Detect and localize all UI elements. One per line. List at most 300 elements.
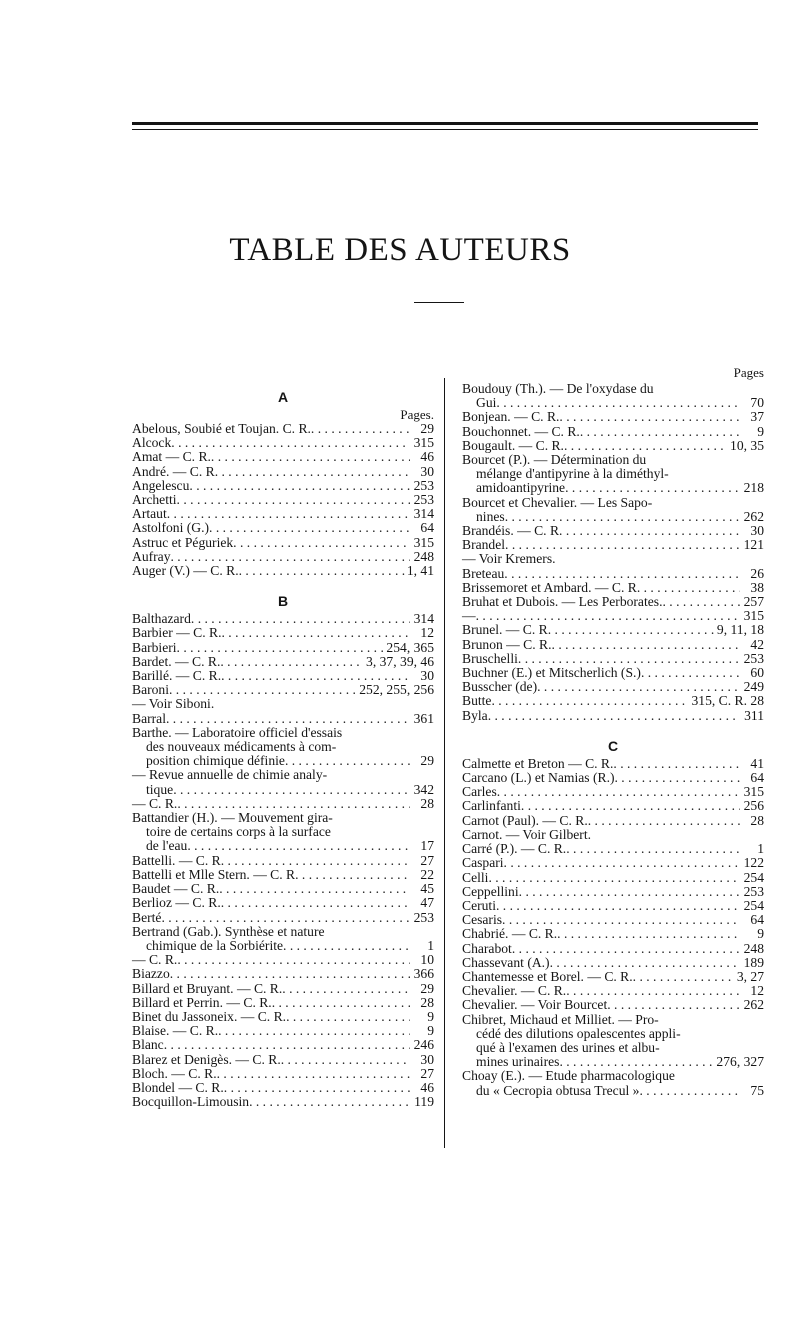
dot-leader	[170, 967, 410, 981]
dot-leader	[177, 641, 385, 655]
index-entry	[462, 552, 764, 566]
index-entry	[462, 927, 764, 941]
index-entry	[462, 871, 764, 885]
entry-line	[462, 623, 764, 637]
dot-leader	[249, 1095, 410, 1109]
dot-leader	[189, 479, 410, 493]
index-entry	[462, 410, 764, 424]
index-entry	[462, 496, 764, 524]
dot-leader	[218, 1024, 410, 1038]
entry-line	[132, 882, 434, 896]
entry-line	[462, 638, 764, 652]
page-number: 119	[414, 1094, 434, 1110]
index-entry	[132, 683, 434, 697]
dot-leader	[637, 581, 740, 595]
entry-text: — Revue annuelle de chimie analy-	[132, 767, 328, 783]
page-number: 315	[413, 435, 434, 451]
dot-leader	[219, 882, 410, 896]
dot-leader	[588, 814, 740, 828]
entry-line	[132, 465, 434, 479]
page-number: 248	[413, 548, 434, 564]
dot-leader	[169, 683, 357, 697]
index-entry	[462, 680, 764, 694]
page-number: 75	[750, 1082, 764, 1098]
entry-line	[132, 953, 434, 967]
entry-line	[132, 493, 434, 507]
entry-line	[132, 521, 434, 535]
index-entry	[462, 453, 764, 496]
dot-leader	[504, 856, 740, 870]
index-entry	[132, 626, 434, 640]
page-number: 256	[743, 798, 764, 814]
entry-text: tique	[146, 781, 174, 797]
entry-text: cédé des dilutions opalescentes appli-	[476, 1025, 681, 1041]
entry-line	[462, 439, 764, 453]
page-number: 64	[750, 770, 764, 786]
dot-leader	[215, 465, 410, 479]
page-number: 41	[750, 755, 764, 771]
left-column	[132, 390, 434, 1109]
pages-label: Pages	[733, 365, 764, 380]
entry-text: Bocquillon-Limousin	[132, 1094, 250, 1110]
dot-leader	[548, 623, 715, 637]
page-number: 64	[420, 520, 434, 536]
entry-line	[462, 652, 764, 666]
entry-text: mines urinaires	[476, 1054, 560, 1070]
entry-text: Bruhat et Dubois. — Les Perborates.	[462, 594, 663, 610]
dot-leader	[177, 953, 410, 967]
index-entry	[132, 967, 434, 981]
entry-text: Blaise. — C. R.	[132, 1023, 219, 1039]
entry-text: Brunel. — C. R	[462, 622, 548, 638]
entry-line	[462, 1069, 764, 1083]
entry-text: Carnot. — Voir Gilbert.	[462, 826, 592, 842]
section-spacer	[462, 723, 764, 739]
index-entry	[132, 911, 434, 925]
page-number: 30	[420, 463, 434, 479]
entry-text: Celli	[462, 869, 489, 885]
index-entry	[132, 564, 434, 578]
index-entry	[132, 982, 434, 996]
entry-text: Battandier (H.). — Mouvement gira-	[132, 810, 333, 826]
page-number: 254	[743, 869, 764, 885]
entry-line	[132, 868, 434, 882]
entry-text: Boudouy (Th.). — De l'oxydase du	[462, 381, 654, 396]
entry-text: Biazzo	[132, 966, 170, 982]
dot-leader	[286, 1010, 410, 1024]
entry-line	[462, 1013, 764, 1027]
index-entry	[462, 524, 764, 538]
dot-leader	[615, 771, 741, 785]
entry-text: Binet du Jassoneix. — C. R.	[132, 1008, 287, 1024]
dot-leader	[171, 550, 411, 564]
dot-leader	[518, 652, 740, 666]
entry-line	[462, 942, 764, 956]
page-number: 30	[420, 1051, 434, 1067]
entry-text: Battelli. — C. R	[132, 852, 221, 868]
entry-text: Aufray	[132, 548, 171, 564]
entry-line	[132, 797, 434, 811]
entry-line	[462, 757, 764, 771]
entry-text: Blondel — C. R.	[132, 1079, 224, 1095]
index-entry	[462, 814, 764, 828]
page-number: 262	[743, 997, 764, 1013]
entry-line	[462, 871, 764, 885]
page-number: 249	[743, 679, 764, 695]
entry-text: Carles	[462, 784, 497, 800]
entry-line	[132, 726, 434, 740]
entry-line	[132, 1038, 434, 1052]
entry-text: Gui	[476, 395, 497, 411]
entry-text: Bougault. — C. R.	[462, 437, 564, 453]
index-entry	[462, 666, 764, 680]
entry-line	[462, 785, 764, 799]
index-entry	[462, 799, 764, 813]
entry-line	[132, 712, 434, 726]
page-number: 314	[413, 506, 434, 522]
header-rule-thick	[132, 122, 758, 125]
page-title: TABLE DES AUTEURS	[229, 232, 571, 268]
entry-text: des nouveaux médicaments à com-	[146, 739, 337, 755]
dot-leader	[521, 799, 740, 813]
entry-text: Barral	[132, 710, 166, 726]
entry-text: Cesaris	[462, 912, 503, 928]
dot-leader	[488, 871, 740, 885]
index-entry	[462, 652, 764, 666]
entry-text: Byla	[462, 707, 488, 723]
entry-line	[462, 984, 764, 998]
entry-line	[132, 1095, 434, 1109]
index-entry	[462, 595, 764, 609]
page-number: 47	[420, 895, 434, 911]
dot-leader	[552, 638, 740, 652]
entry-text: Baroni	[132, 682, 169, 698]
entry-line	[462, 524, 764, 538]
dot-leader	[607, 998, 740, 1012]
index-entry	[132, 436, 434, 450]
index-entry	[132, 479, 434, 493]
index-entry	[132, 641, 434, 655]
entry-line	[132, 612, 434, 626]
index-entry	[132, 536, 434, 550]
index-entry	[462, 842, 764, 856]
entry-text: Angelescu	[132, 477, 190, 493]
entry-text: Choay (E.). — Etude pharmacologique	[462, 1068, 675, 1084]
index-entry	[462, 970, 764, 984]
index-entry	[132, 768, 434, 796]
entry-text: Carlinfanti	[462, 798, 521, 814]
index-entry	[132, 493, 434, 507]
index-entry	[462, 856, 764, 870]
page-number: 253	[743, 883, 764, 899]
entry-line	[462, 453, 764, 467]
dot-leader	[662, 595, 740, 609]
entry-line	[132, 967, 434, 981]
entry-line	[462, 410, 764, 424]
index-entry	[132, 422, 434, 436]
dot-leader	[557, 927, 740, 941]
entry-line	[132, 811, 434, 825]
entry-text: Berté	[132, 909, 162, 925]
page-number: 253	[413, 477, 434, 493]
page-number: 70	[750, 395, 764, 411]
entry-text: Chibret, Michaud et Milliet. — Pro-	[462, 1011, 659, 1027]
dot-leader	[217, 1067, 410, 1081]
entry-line	[132, 669, 434, 683]
entry-text: Bourcet (P.). — Détermination du	[462, 452, 647, 468]
entry-text: Brandéis. — C. R	[462, 523, 560, 539]
index-entry	[132, 882, 434, 896]
dot-leader	[221, 626, 410, 640]
index-entry	[132, 896, 434, 910]
page-number: 315, C. R. 28	[691, 693, 764, 709]
page-number: 218	[743, 480, 764, 496]
entry-line	[462, 885, 764, 899]
dot-leader	[167, 507, 410, 521]
index-entry	[132, 550, 434, 564]
entry-line	[462, 970, 764, 984]
index-entry	[462, 1069, 764, 1097]
entry-text: Butte	[462, 693, 492, 709]
entry-text: Astolfoni (G.)	[132, 520, 210, 536]
dot-leader	[171, 436, 410, 450]
dot-leader	[295, 868, 410, 882]
section-letter: C	[607, 737, 619, 754]
index-entry	[462, 1013, 764, 1070]
dot-leader	[166, 712, 410, 726]
entry-line	[132, 507, 434, 521]
entry-line	[132, 996, 434, 1010]
dot-leader	[566, 984, 740, 998]
entry-line	[462, 666, 764, 680]
page-number: 27	[420, 1065, 434, 1081]
dot-leader	[281, 1053, 410, 1067]
dot-leader	[272, 996, 410, 1010]
entry-text: nines	[476, 508, 505, 524]
index-entry	[132, 797, 434, 811]
dot-leader	[177, 797, 410, 811]
entry-line	[132, 683, 434, 697]
index-entry	[132, 450, 434, 464]
entry-line	[132, 854, 434, 868]
index-entry	[462, 694, 764, 708]
page-number: 28	[750, 812, 764, 828]
page-number: 254, 365	[386, 639, 434, 655]
page-number: 64	[750, 912, 764, 928]
page-number: 45	[420, 881, 434, 897]
page-number: 248	[743, 940, 764, 956]
dot-leader	[161, 911, 410, 925]
entry-line	[462, 567, 764, 581]
index-entry	[132, 612, 434, 626]
entry-line	[462, 899, 764, 913]
dot-leader	[497, 785, 740, 799]
page-number: 121	[743, 537, 764, 553]
entry-line	[462, 496, 764, 510]
page-number: 28	[420, 994, 434, 1010]
page-number: 257	[743, 594, 764, 610]
index-entry	[462, 709, 764, 723]
entry-text: Auger (V.) — C. R.	[132, 563, 239, 579]
dot-leader	[191, 612, 410, 626]
entry-line	[462, 709, 764, 723]
dot-leader	[496, 899, 740, 913]
dot-leader	[311, 422, 410, 436]
entry-line	[462, 552, 764, 566]
index-entry	[462, 609, 764, 623]
page-number: 253	[413, 909, 434, 925]
page-number: 9	[757, 423, 764, 439]
header-rule-thin	[132, 129, 758, 130]
right-column	[462, 366, 764, 1098]
page-number: 46	[420, 1079, 434, 1095]
entry-text: Barthe. — Laboratoire officiel d'essais	[132, 724, 343, 740]
dot-leader	[224, 1081, 410, 1095]
entry-line	[462, 998, 764, 1012]
entry-text: Barillé. — C. R.	[132, 668, 222, 684]
index-entry	[462, 828, 764, 842]
index-entry	[462, 885, 764, 899]
dot-leader	[491, 694, 689, 708]
page-number: 246	[413, 1037, 434, 1053]
entry-line	[132, 436, 434, 450]
dot-leader	[519, 885, 740, 899]
entry-line	[462, 581, 764, 595]
entry-text: Archetti	[132, 492, 177, 508]
entry-text: Battelli et Mlle Stern. — C. R	[132, 866, 296, 882]
index-entry	[132, 655, 434, 669]
entry-line	[462, 609, 764, 623]
entry-text: Artaut	[132, 506, 167, 522]
entry-line	[132, 982, 434, 996]
entry-line	[462, 799, 764, 813]
page-number: 9	[757, 926, 764, 942]
entry-text: de l'eau	[146, 838, 188, 854]
entry-line	[132, 896, 434, 910]
entry-line	[132, 450, 434, 464]
dot-leader	[496, 396, 740, 410]
page-number: 38	[750, 579, 764, 595]
entry-line	[132, 1081, 434, 1095]
page-number: 366	[413, 966, 434, 982]
entry-text: Calmette et Breton — C. R.	[462, 755, 614, 771]
index-entry	[132, 1010, 434, 1024]
entry-line	[132, 754, 434, 768]
entry-text: Billard et Bruyant. — C. R.	[132, 980, 283, 996]
dot-leader	[239, 564, 405, 578]
page-number: 12	[750, 983, 764, 999]
page-number: 28	[420, 795, 434, 811]
entry-line	[462, 510, 764, 524]
entry-text: Billard et Perrin. — C. R.	[132, 994, 272, 1010]
entry-text: Chassevant (A.)	[462, 954, 550, 970]
entry-line	[462, 814, 764, 828]
dot-leader	[211, 450, 410, 464]
entry-text: — Voir Kremers.	[462, 551, 556, 567]
index-entry	[132, 669, 434, 683]
page-number: 3, 37, 39, 46	[366, 653, 434, 669]
entry-text: —	[462, 608, 476, 624]
entry-line	[462, 1027, 764, 1041]
entry-line	[132, 1010, 434, 1024]
page-number: 315	[743, 608, 764, 624]
entry-text: — C. R.	[132, 952, 178, 968]
entry-text: Berlioz — C. R.	[132, 895, 221, 911]
dot-leader	[502, 913, 740, 927]
index-entry	[462, 984, 764, 998]
entry-text: Blanc	[132, 1037, 164, 1053]
entry-line	[462, 1055, 764, 1069]
entry-line	[462, 481, 764, 495]
index-entry	[462, 942, 764, 956]
index-entry	[132, 854, 434, 868]
dot-leader	[221, 669, 410, 683]
dot-leader	[565, 481, 740, 495]
entry-line	[132, 564, 434, 578]
index-entry	[132, 953, 434, 967]
entry-text: position chimique définie	[146, 753, 285, 769]
dot-leader	[580, 425, 740, 439]
index-entry	[132, 1053, 434, 1067]
entry-text: Bonjean. — C. R.	[462, 409, 560, 425]
section-spacer	[132, 578, 434, 594]
entry-line	[132, 1053, 434, 1067]
entry-text: Bardet. — C. R.	[132, 653, 221, 669]
dot-leader	[283, 939, 410, 953]
entry-text: qué à l'examen des urines et albu-	[476, 1039, 660, 1055]
entry-line	[462, 828, 764, 842]
dot-leader	[282, 982, 410, 996]
page-number: 262	[743, 508, 764, 524]
page-number: 37	[750, 409, 764, 425]
entry-line	[132, 422, 434, 436]
dot-leader	[476, 609, 740, 623]
entry-text: Blarez et Denigès. — C. R.	[132, 1051, 281, 1067]
dot-leader	[187, 839, 410, 853]
entry-text: — C. R.	[132, 795, 178, 811]
index-entry	[132, 697, 434, 711]
entry-text: Charabot	[462, 940, 512, 956]
entry-line	[132, 1067, 434, 1081]
entry-text: Carnot (Paul). — C. R.	[462, 812, 588, 828]
dot-leader	[550, 956, 740, 970]
entry-text: Chevalier. — C. R.	[462, 983, 567, 999]
dot-leader	[559, 1055, 714, 1069]
entry-text: Chabrié. — C. R.	[462, 926, 558, 942]
page-number: 342	[413, 781, 434, 797]
entry-line	[462, 694, 764, 708]
page-number: 27	[420, 852, 434, 868]
page-number: 314	[413, 611, 434, 627]
page-number: 22	[420, 866, 434, 882]
entry-text: Buchner (E.) et Mitscherlich (S.)	[462, 665, 641, 681]
dot-leader	[639, 1084, 740, 1098]
dot-leader	[164, 1038, 410, 1052]
entry-text: Caspari	[462, 855, 504, 871]
index-entry	[132, 1067, 434, 1081]
index-entry	[132, 726, 434, 769]
index-entry	[462, 913, 764, 927]
entry-text: Carcano (L.) et Namias (R.)	[462, 770, 615, 786]
entry-text: André. — C. R	[132, 463, 215, 479]
entry-line	[132, 825, 434, 839]
page-number: 311	[744, 707, 764, 723]
entry-line	[132, 783, 434, 797]
entry-line	[462, 382, 764, 396]
dot-leader	[505, 538, 740, 552]
page-number: 60	[750, 665, 764, 681]
page-number: 10	[420, 952, 434, 968]
